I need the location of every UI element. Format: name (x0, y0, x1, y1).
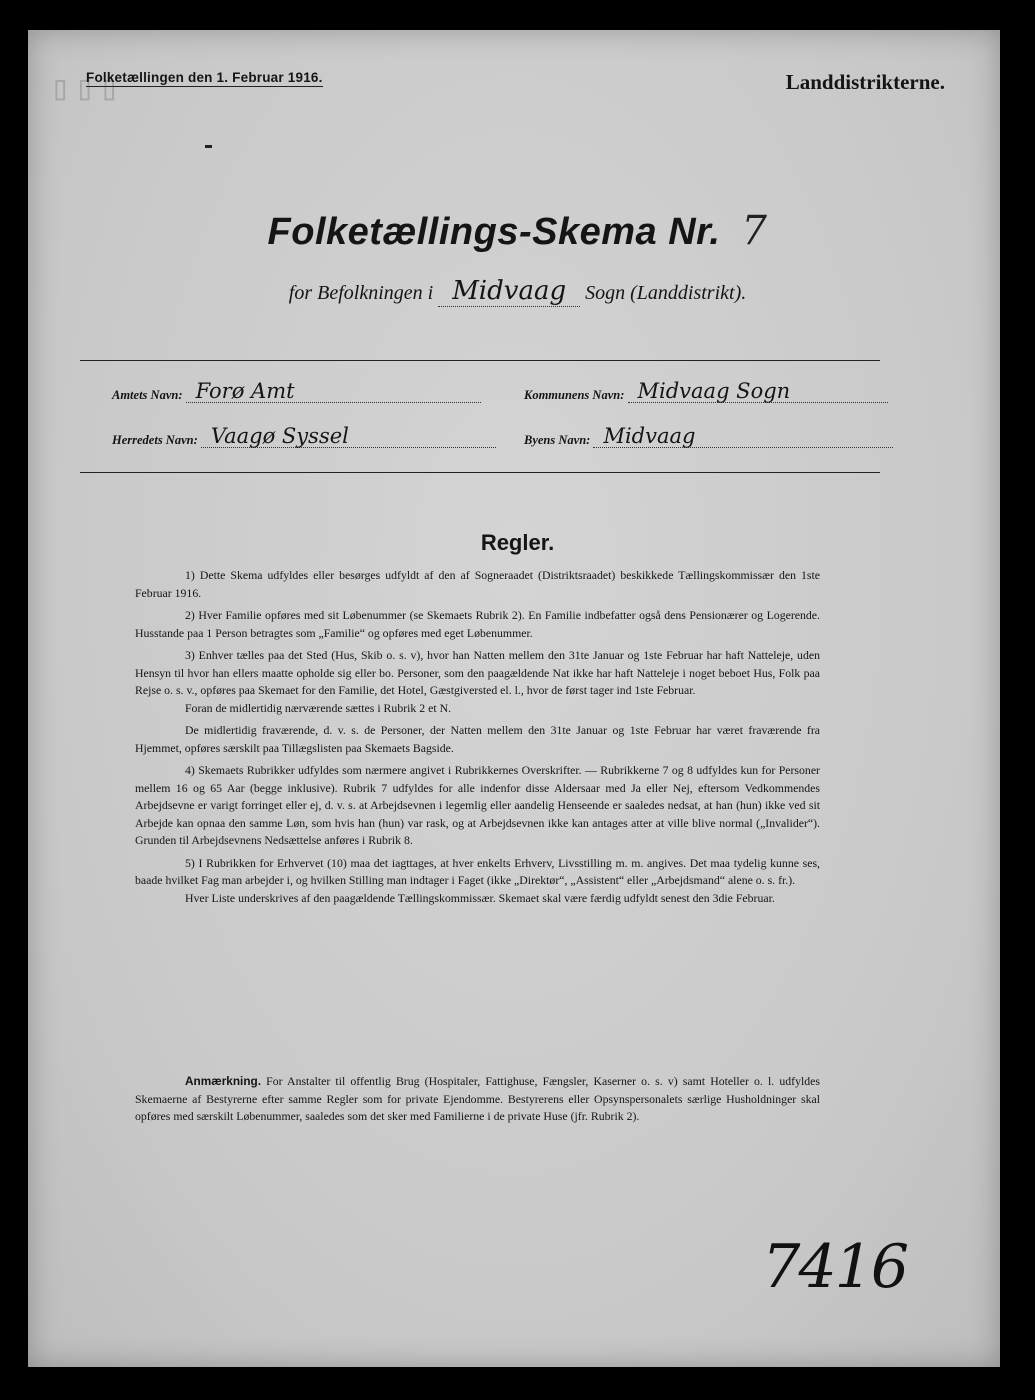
rules-section (135, 567, 820, 912)
form-title (0, 208, 1035, 254)
note-paragraph (135, 1073, 820, 1126)
ink-dot (205, 145, 212, 148)
herred-field (112, 425, 496, 448)
rule-paragraph: 2) Hver Familie opføres med sit Løbenummer (se Skemaets Rubrik 2). En Familie indbefatter også dens Pensionærer og Logerende. Husstande paa 1 Person betragtes som „Familie“ og opføres med eget Løbenummer. (135, 608, 820, 640)
rule-paragraph: 5) I Rubrikken for Erhvervet (10) maa det iagttages, at hver enkelts Erhverv, Livsstilling m. m. angives. Det maa tydelig kunne ses, baade hvilket Fag man arbejder i, og hvilken Stilling man indtager i Faget (ikke „Direktør“, „Assistent“ eller „Arbejdsmand“ alene o. s. fr.). (135, 855, 820, 887)
district-type-header: Landdistrikterne. (785, 70, 945, 94)
herred-value: Vaagø Syssel (201, 425, 496, 448)
note-section (135, 1073, 820, 1126)
rule-paragraph: De midlertidig fraværende, d. v. s. de Personer, der Natten mellem den 31te Januar og 1ste Februar har været fraværende fra Hjemmet, opføres særskilt paa Tillægslisten paa Skemaets Bagside. (135, 723, 820, 755)
note-text: For Anstalter til offentlig Brug (Hospitaler, Fattighuse, Fængsler, Kaserner o. s. v) samt Hoteller o. l. udfyldes Skemaerne af Bestyrerne efter samme Regler som for private Ejendomme. Bestyrerens eller Opsynspersonalets særlige Husholdninger skal opføres med særskilt Løbenummer, saaledes som det sker med Familierne i de private Huse (jfr. Rubrik 2). (135, 1074, 820, 1123)
form-title-text: Folketællings-Skema Nr. (267, 211, 721, 253)
by-field (524, 425, 893, 448)
rule-paragraph: Foran de midlertidig nærværende sættes i Rubrik 2 et N. (185, 700, 452, 715)
amt-value: Forø Amt (186, 380, 481, 403)
form-subtitle (0, 276, 1035, 307)
rule-paragraph: 1) Dette Skema udfyldes eller besørges udfyldt af den af Sogneraadet (Distriktsraadet) beskikkede Tællingskommissær den 1ste Februar 1916. (135, 568, 820, 600)
census-date-header: Folketællingen den 1. Februar 1916. (86, 70, 323, 85)
faint-stamp-mark: ▯▯▯ (50, 68, 124, 108)
rule-paragraph: 3) Enhver tælles paa det Sted (Hus, Skib o. s. v), hvor han Natten mellem den 31te Januar og 1ste Februar har haft Natteleje, uden Hensyn til hvor han ellers maatte opholde sig eller bo. Personer, som den paagældende Nat ikke har haft Natteleje i noget beboet Hus, Folk paa Rejse o. s. v., opføres paa Skemaet for den Familie, det Hotel, Gæstgiversted el. l., hvor de først tager ind 1ste Februar. (135, 648, 820, 697)
herred-label: Herredets Navn: (112, 433, 198, 447)
divider-bottom (80, 472, 880, 473)
parish-name: Midvaag (438, 276, 580, 307)
rules-heading: Regler. (480, 530, 555, 555)
rule-paragraph: 4) Skemaets Rubrikker udfyldes som nærmere angivet i Rubrikkernes Overskrifter. — Rubrikkerne 7 og 8 udfyldes kun for Personer mellem 16 og 65 Aar (begge inklusive). Rubrik 7 udfyldes for alle indenfor disse Aldersaar med Ja eller Nej, eftersom Vedkommendes Arbejdsevne er varigt forringet eller ej, d. v. s. at Arbejdsevnen i legemlig eller aandelig Henseende er saaledes nedsat, at han (hun) ikke ved sit Arbejde kan opnaa den samme Løn, som hvis han (hun) var rask, og at Arbejdsevnen ikke kan antages atter at ville blive normal („Invalider“). Grunden til Arbejdsevnens Nedsættelse anføres i Rubrik 8. (135, 763, 820, 847)
by-label: Byens Navn: (524, 433, 591, 447)
kommune-field (524, 380, 888, 403)
amt-field (112, 380, 481, 403)
subtitle-suffix: Sogn (Landdistrikt). (585, 282, 747, 304)
divider-top (80, 360, 880, 361)
handwritten-archive-number: 7416 (762, 1232, 907, 1302)
amt-label: Amtets Navn: (112, 388, 183, 402)
kommune-value: Midvaag Sogn (628, 380, 888, 403)
note-label: Anmærkning. (185, 1074, 262, 1088)
kommune-label: Kommunens Navn: (524, 388, 625, 402)
form-number: 7 (741, 208, 768, 254)
rule-paragraph: Hver Liste underskrives af den paagældende Tællingskommissær. Skemaet skal være færdig udfyldt senest den 3die Februar. (185, 890, 775, 905)
by-value: Midvaag (593, 425, 893, 448)
subtitle-prefix: for Befolkningen i (288, 282, 434, 304)
